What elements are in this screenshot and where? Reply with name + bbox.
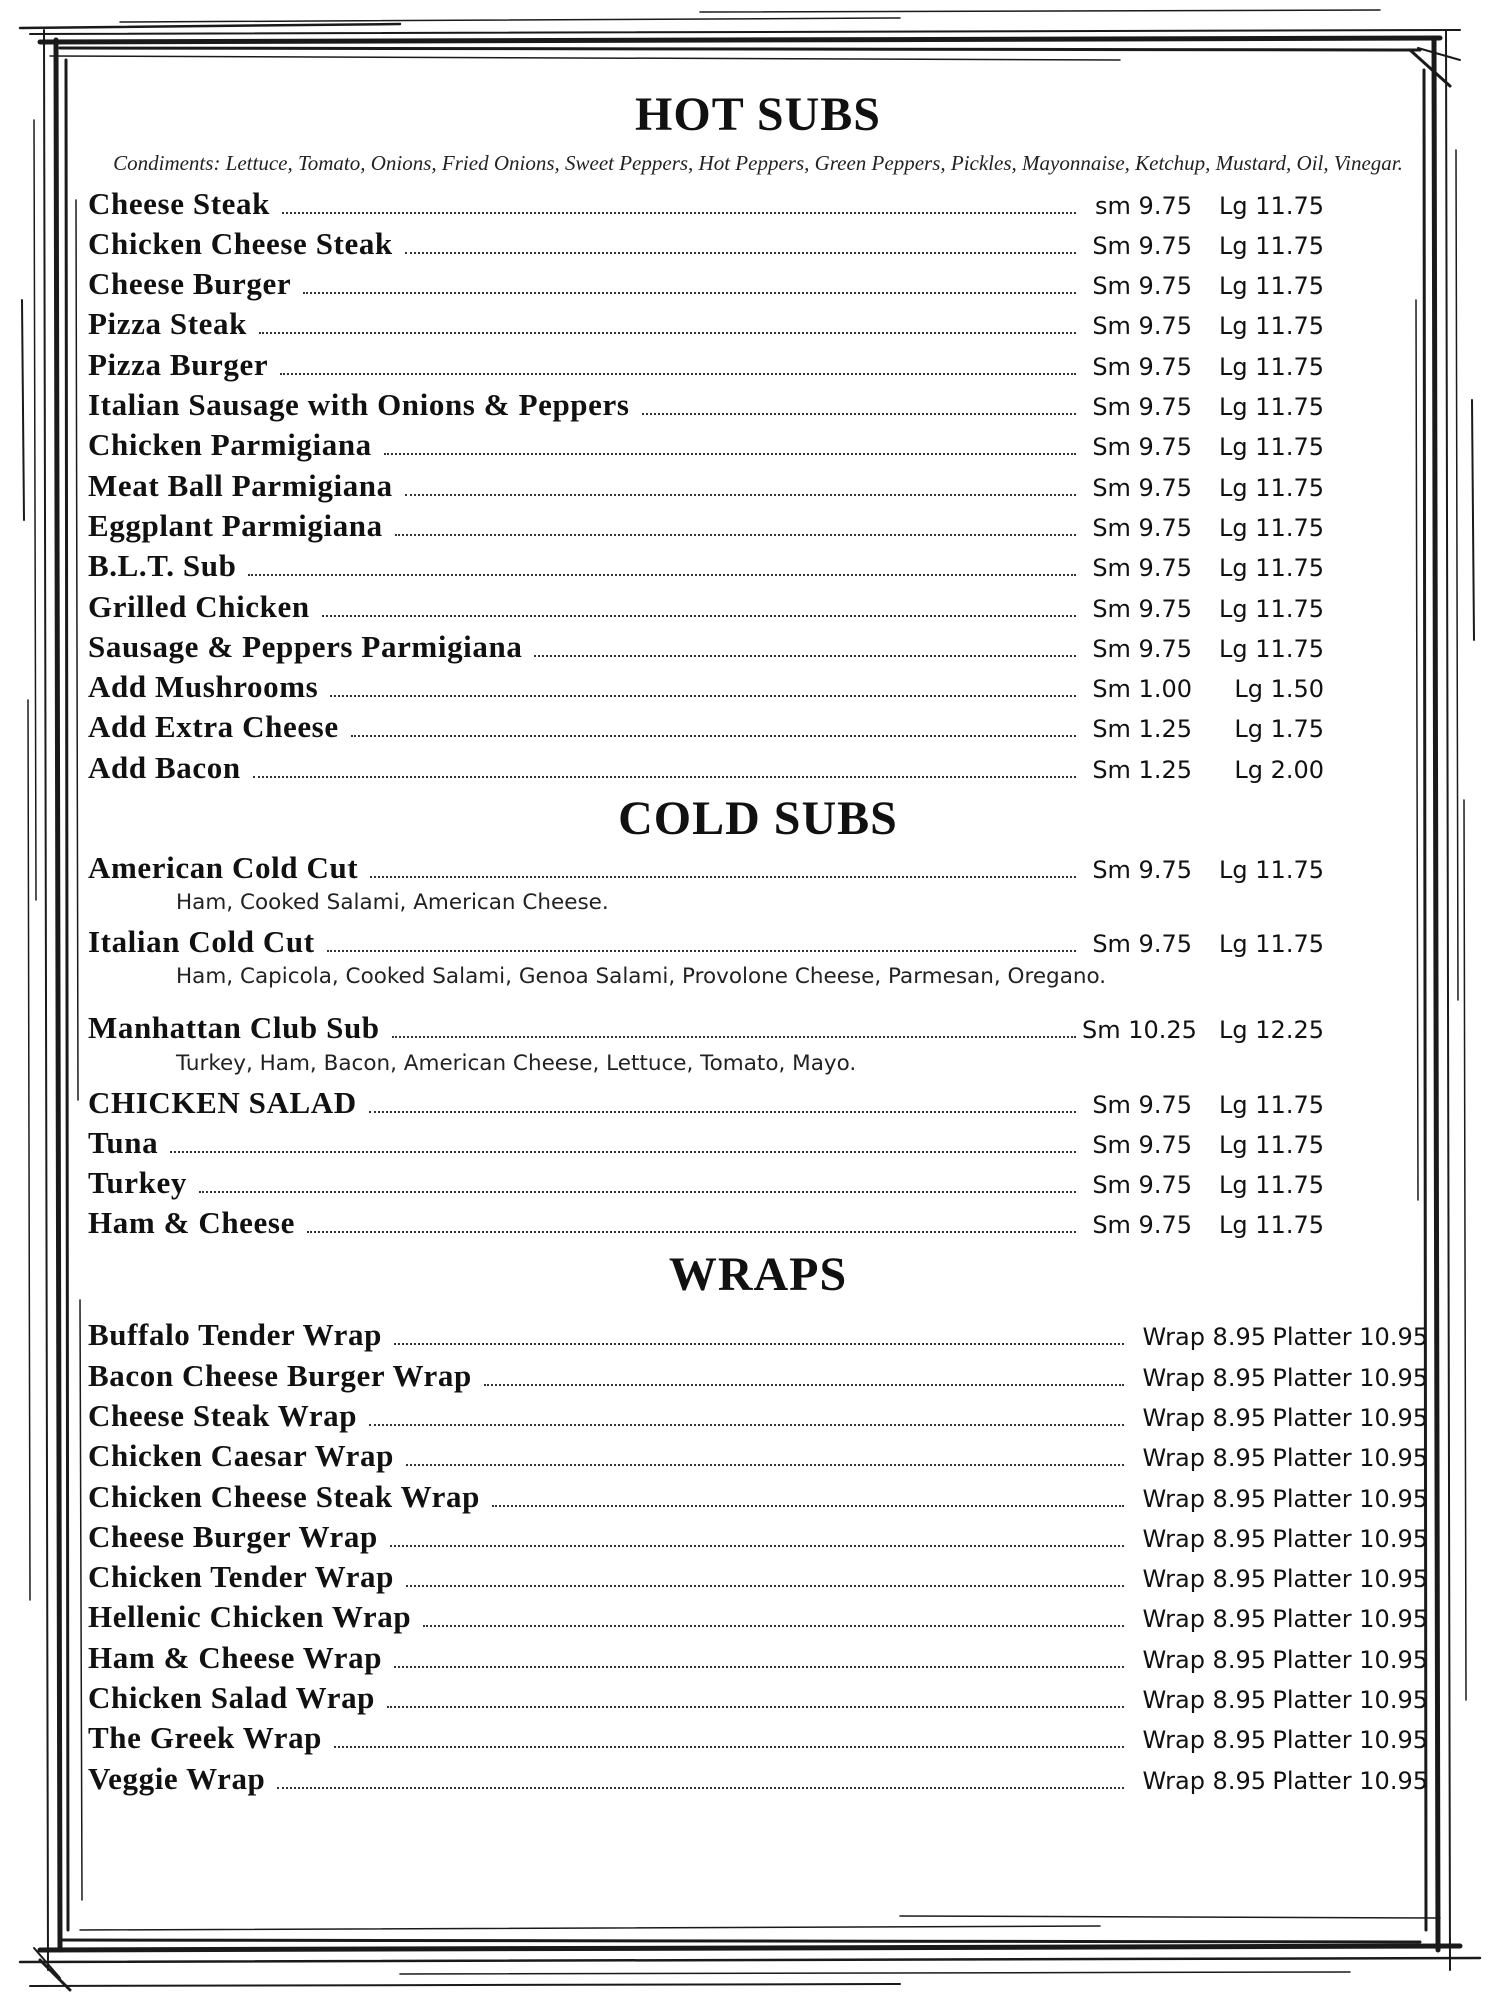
cold-subs-title: COLD SUBS: [618, 792, 898, 846]
menu-item-row: [88, 304, 1428, 344]
wrap-item-row: [88, 1396, 1428, 1436]
large-price: Lg 1.75: [1234, 715, 1324, 744]
platter-price: Platter 10.95: [1272, 1726, 1428, 1755]
small-price: Sm 9.75: [1092, 393, 1192, 422]
item-name: Cheese Burger Wrap: [88, 1518, 378, 1554]
platter-price: Platter 10.95: [1272, 1323, 1428, 1352]
wrap-price: Wrap 8.95: [1142, 1605, 1266, 1634]
dot-leader: [484, 1384, 1124, 1386]
item-name: Grilled Chicken: [88, 588, 310, 624]
dot-leader: [423, 1625, 1124, 1627]
item-name: Add Mushrooms: [88, 669, 319, 705]
wrap-item-row: [88, 1356, 1428, 1396]
item-name: Hellenic Chicken Wrap: [88, 1599, 412, 1635]
wraps-list: [88, 1315, 1428, 1799]
large-price: Lg 11.75: [1219, 594, 1324, 623]
dot-leader: [282, 212, 1076, 214]
small-price: Sm 9.75: [1092, 231, 1192, 260]
small-price: Sm 9.75: [1092, 1211, 1192, 1240]
cold-subs-section: [88, 790, 1428, 1244]
item-name: The Greek Wrap: [88, 1720, 323, 1756]
platter-price: Platter 10.95: [1272, 1605, 1428, 1634]
small-price: Sm 1.25: [1092, 755, 1192, 784]
wrap-price: Wrap 8.95: [1142, 1524, 1266, 1553]
item-name: Turkey: [88, 1165, 187, 1201]
platter-price: Platter 10.95: [1272, 1685, 1428, 1714]
item-name: Eggplant Parmigiana: [88, 507, 383, 543]
large-price: Lg 2.00: [1234, 755, 1324, 784]
platter-price: Platter 10.95: [1272, 1484, 1428, 1513]
small-price: Sm 9.75: [1092, 473, 1192, 502]
wrap-price: Wrap 8.95: [1142, 1726, 1266, 1755]
cold-subs-list: [88, 848, 1428, 1244]
dot-leader: [259, 332, 1076, 334]
menu-item-row: [88, 667, 1428, 707]
large-price: Lg 11.75: [1219, 473, 1324, 502]
item-name: Chicken Cheese Steak: [88, 225, 393, 261]
item-name: American Cold Cut: [88, 849, 359, 885]
small-price: Sm 9.75: [1092, 634, 1192, 663]
menu-item-row: [88, 922, 1428, 962]
dot-leader: [394, 1343, 1124, 1345]
menu-item-row: [88, 848, 1428, 888]
platter-price: Platter 10.95: [1272, 1645, 1428, 1674]
wrap-item-row: [88, 1315, 1428, 1355]
large-price: Lg 11.75: [1219, 393, 1324, 422]
hot-subs-title: HOT SUBS: [635, 88, 881, 141]
menu-item-row: [88, 466, 1428, 506]
large-price: Lg 11.75: [1219, 855, 1324, 884]
dot-leader: [334, 1746, 1124, 1748]
menu-item-row: [88, 425, 1428, 465]
wrap-price: Wrap 8.95: [1142, 1444, 1266, 1473]
small-price: Sm 9.75: [1092, 1130, 1192, 1159]
platter-price: Platter 10.95: [1272, 1444, 1428, 1473]
small-price: Sm 9.75: [1092, 433, 1192, 462]
item-name: Chicken Caesar Wrap: [88, 1438, 394, 1474]
menu-item-row: [88, 385, 1428, 425]
dot-leader: [303, 292, 1076, 294]
small-price: Sm 9.75: [1092, 1171, 1192, 1200]
menu-item-row: [88, 587, 1428, 627]
item-description: Turkey, Ham, Bacon, American Cheese, Lettuce, Tomato, Mayo.: [176, 1050, 857, 1076]
large-price: Lg 11.75: [1219, 1090, 1324, 1119]
wrap-price: Wrap 8.95: [1142, 1484, 1266, 1513]
item-name: Cheese Steak Wrap: [88, 1397, 358, 1433]
item-name: Manhattan Club Sub: [88, 1010, 380, 1046]
item-name: Bacon Cheese Burger Wrap: [88, 1357, 472, 1393]
item-name: Pizza Burger: [88, 346, 269, 382]
menu-item-row: [88, 627, 1428, 667]
dot-leader: [277, 1787, 1124, 1789]
platter-price: Platter 10.95: [1272, 1565, 1428, 1594]
platter-price: Platter 10.95: [1272, 1524, 1428, 1553]
wraps-title: WRAPS: [668, 1247, 848, 1301]
dot-leader: [199, 1191, 1076, 1193]
large-price: Lg 11.75: [1219, 554, 1324, 583]
item-name: CHICKEN SALAD: [88, 1084, 357, 1120]
small-price: Sm 9.75: [1092, 929, 1192, 958]
item-name: Italian Sausage with Onions & Peppers: [88, 387, 630, 423]
large-price: Lg 11.75: [1219, 634, 1324, 663]
dot-leader: [405, 494, 1076, 496]
dot-leader: [492, 1505, 1124, 1507]
menu-item-row: [88, 1083, 1428, 1123]
wrap-item-row: [88, 1557, 1428, 1597]
hot-subs-list: [88, 184, 1428, 788]
item-description: Ham, Capicola, Cooked Salami, Genoa Salami, Provolone Cheese, Parmesan, Oregano.: [176, 964, 1107, 990]
item-name: Ham & Cheese: [88, 1205, 295, 1241]
menu-item-row: [88, 707, 1428, 747]
small-price: Sm 10.25: [1082, 1016, 1197, 1045]
small-price: Sm 1.25: [1092, 715, 1192, 744]
large-price: Lg 12.25: [1219, 1016, 1324, 1045]
platter-price: Platter 10.95: [1272, 1363, 1428, 1392]
wrap-price: Wrap 8.95: [1142, 1363, 1266, 1392]
wrap-price: Wrap 8.95: [1142, 1565, 1266, 1594]
dot-leader: [170, 1151, 1076, 1153]
wrap-item-row: [88, 1477, 1428, 1517]
platter-price: Platter 10.95: [1272, 1403, 1428, 1432]
wrap-item-row: [88, 1517, 1428, 1557]
dot-leader: [330, 695, 1076, 697]
item-name: Chicken Salad Wrap: [88, 1679, 376, 1715]
item-name: Cheese Burger: [88, 266, 292, 302]
menu-content: [88, 86, 1428, 1799]
small-price: Sm 9.75: [1092, 594, 1192, 623]
item-name: Pizza Steak: [88, 306, 247, 342]
dot-leader: [280, 373, 1076, 375]
item-name: Add Bacon: [88, 749, 241, 785]
small-price: Sm 9.75: [1092, 855, 1192, 884]
small-price: sm 9.75: [1095, 191, 1192, 220]
wrap-item-row: [88, 1436, 1428, 1476]
wrap-item-row: [88, 1678, 1428, 1718]
dot-leader: [248, 574, 1076, 576]
item-name: Ham & Cheese Wrap: [88, 1639, 383, 1675]
large-price: Lg 11.75: [1219, 1211, 1324, 1240]
wrap-item-row: [88, 1597, 1428, 1637]
hot-subs-condiments: Condiments: Lettuce, Tomato, Onions, Fried Onions, Sweet Peppers, Hot Peppers, Green Peppers, Pickles, Mayonnaise, Ketchup, Mustard, Oil, Vinegar.: [113, 150, 1403, 175]
dot-leader: [327, 950, 1076, 952]
dot-leader: [406, 1464, 1124, 1466]
dot-leader: [322, 615, 1076, 617]
dot-leader: [406, 1585, 1124, 1587]
wrap-item-row: [88, 1759, 1428, 1799]
large-price: Lg 11.75: [1219, 352, 1324, 381]
dot-leader: [392, 1036, 1076, 1038]
dot-leader: [395, 534, 1076, 536]
hot-subs-section: [88, 86, 1428, 788]
large-price: Lg 11.75: [1219, 513, 1324, 542]
menu-item-row: [88, 1203, 1428, 1243]
wrap-price: Wrap 8.95: [1142, 1685, 1266, 1714]
item-name: Chicken Tender Wrap: [88, 1559, 394, 1595]
dot-leader: [370, 876, 1076, 878]
item-name: Cheese Steak: [88, 185, 270, 221]
menu-item-row: [88, 224, 1428, 264]
dot-leader: [390, 1545, 1124, 1547]
small-price: Sm 9.75: [1092, 352, 1192, 381]
small-price: Sm 1.00: [1092, 675, 1192, 704]
item-name: Tuna: [88, 1124, 159, 1160]
item-name: Chicken Cheese Steak Wrap: [88, 1478, 480, 1514]
dot-leader: [369, 1424, 1124, 1426]
menu-item-row: [88, 1008, 1428, 1048]
dot-leader: [387, 1706, 1124, 1708]
large-price: Lg 11.75: [1219, 433, 1324, 462]
platter-price: Platter 10.95: [1272, 1766, 1428, 1795]
large-price: Lg 11.75: [1219, 191, 1324, 220]
large-price: Lg 11.75: [1219, 272, 1324, 301]
wrap-price: Wrap 8.95: [1142, 1323, 1266, 1352]
wrap-item-row: [88, 1638, 1428, 1678]
large-price: Lg 11.75: [1219, 929, 1324, 958]
small-price: Sm 9.75: [1092, 272, 1192, 301]
item-name: Sausage & Peppers Parmigiana: [88, 628, 523, 664]
menu-item-row: [88, 345, 1428, 385]
menu-item-row: [88, 184, 1428, 224]
menu-item-row: [88, 1163, 1428, 1203]
wrap-item-row: [88, 1718, 1428, 1758]
dot-leader: [405, 252, 1076, 254]
wrap-price: Wrap 8.95: [1142, 1766, 1266, 1795]
large-price: Lg 11.75: [1219, 231, 1324, 260]
dot-leader: [384, 453, 1076, 455]
large-price: Lg 1.50: [1234, 675, 1324, 704]
small-price: Sm 9.75: [1092, 554, 1192, 583]
dot-leader: [253, 776, 1076, 778]
dot-leader: [534, 655, 1076, 657]
small-price: Sm 9.75: [1092, 1090, 1192, 1119]
wrap-price: Wrap 8.95: [1142, 1403, 1266, 1432]
large-price: Lg 11.75: [1219, 312, 1324, 341]
dot-leader: [394, 1666, 1124, 1668]
item-name: Veggie Wrap: [88, 1760, 266, 1796]
item-name: B.L.T. Sub: [88, 548, 237, 584]
item-name: Chicken Parmigiana: [88, 427, 372, 463]
item-name: Italian Cold Cut: [88, 923, 315, 959]
dot-leader: [369, 1111, 1076, 1113]
wrap-price: Wrap 8.95: [1142, 1645, 1266, 1674]
small-price: Sm 9.75: [1092, 312, 1192, 341]
item-name: Add Extra Cheese: [88, 709, 339, 745]
dot-leader: [351, 735, 1076, 737]
menu-item-row: [88, 1123, 1428, 1163]
dot-leader: [642, 413, 1076, 415]
item-description: Ham, Cooked Salami, American Cheese.: [176, 889, 609, 915]
menu-item-row: [88, 546, 1428, 586]
item-name: Buffalo Tender Wrap: [88, 1317, 382, 1353]
dot-leader: [307, 1231, 1076, 1233]
menu-item-row: [88, 506, 1428, 546]
item-name: Meat Ball Parmigiana: [88, 467, 393, 503]
large-price: Lg 11.75: [1219, 1130, 1324, 1159]
menu-item-row: [88, 748, 1428, 788]
large-price: Lg 11.75: [1219, 1171, 1324, 1200]
menu-item-row: [88, 264, 1428, 304]
small-price: Sm 9.75: [1092, 513, 1192, 542]
wraps-section: [88, 1246, 1428, 1799]
